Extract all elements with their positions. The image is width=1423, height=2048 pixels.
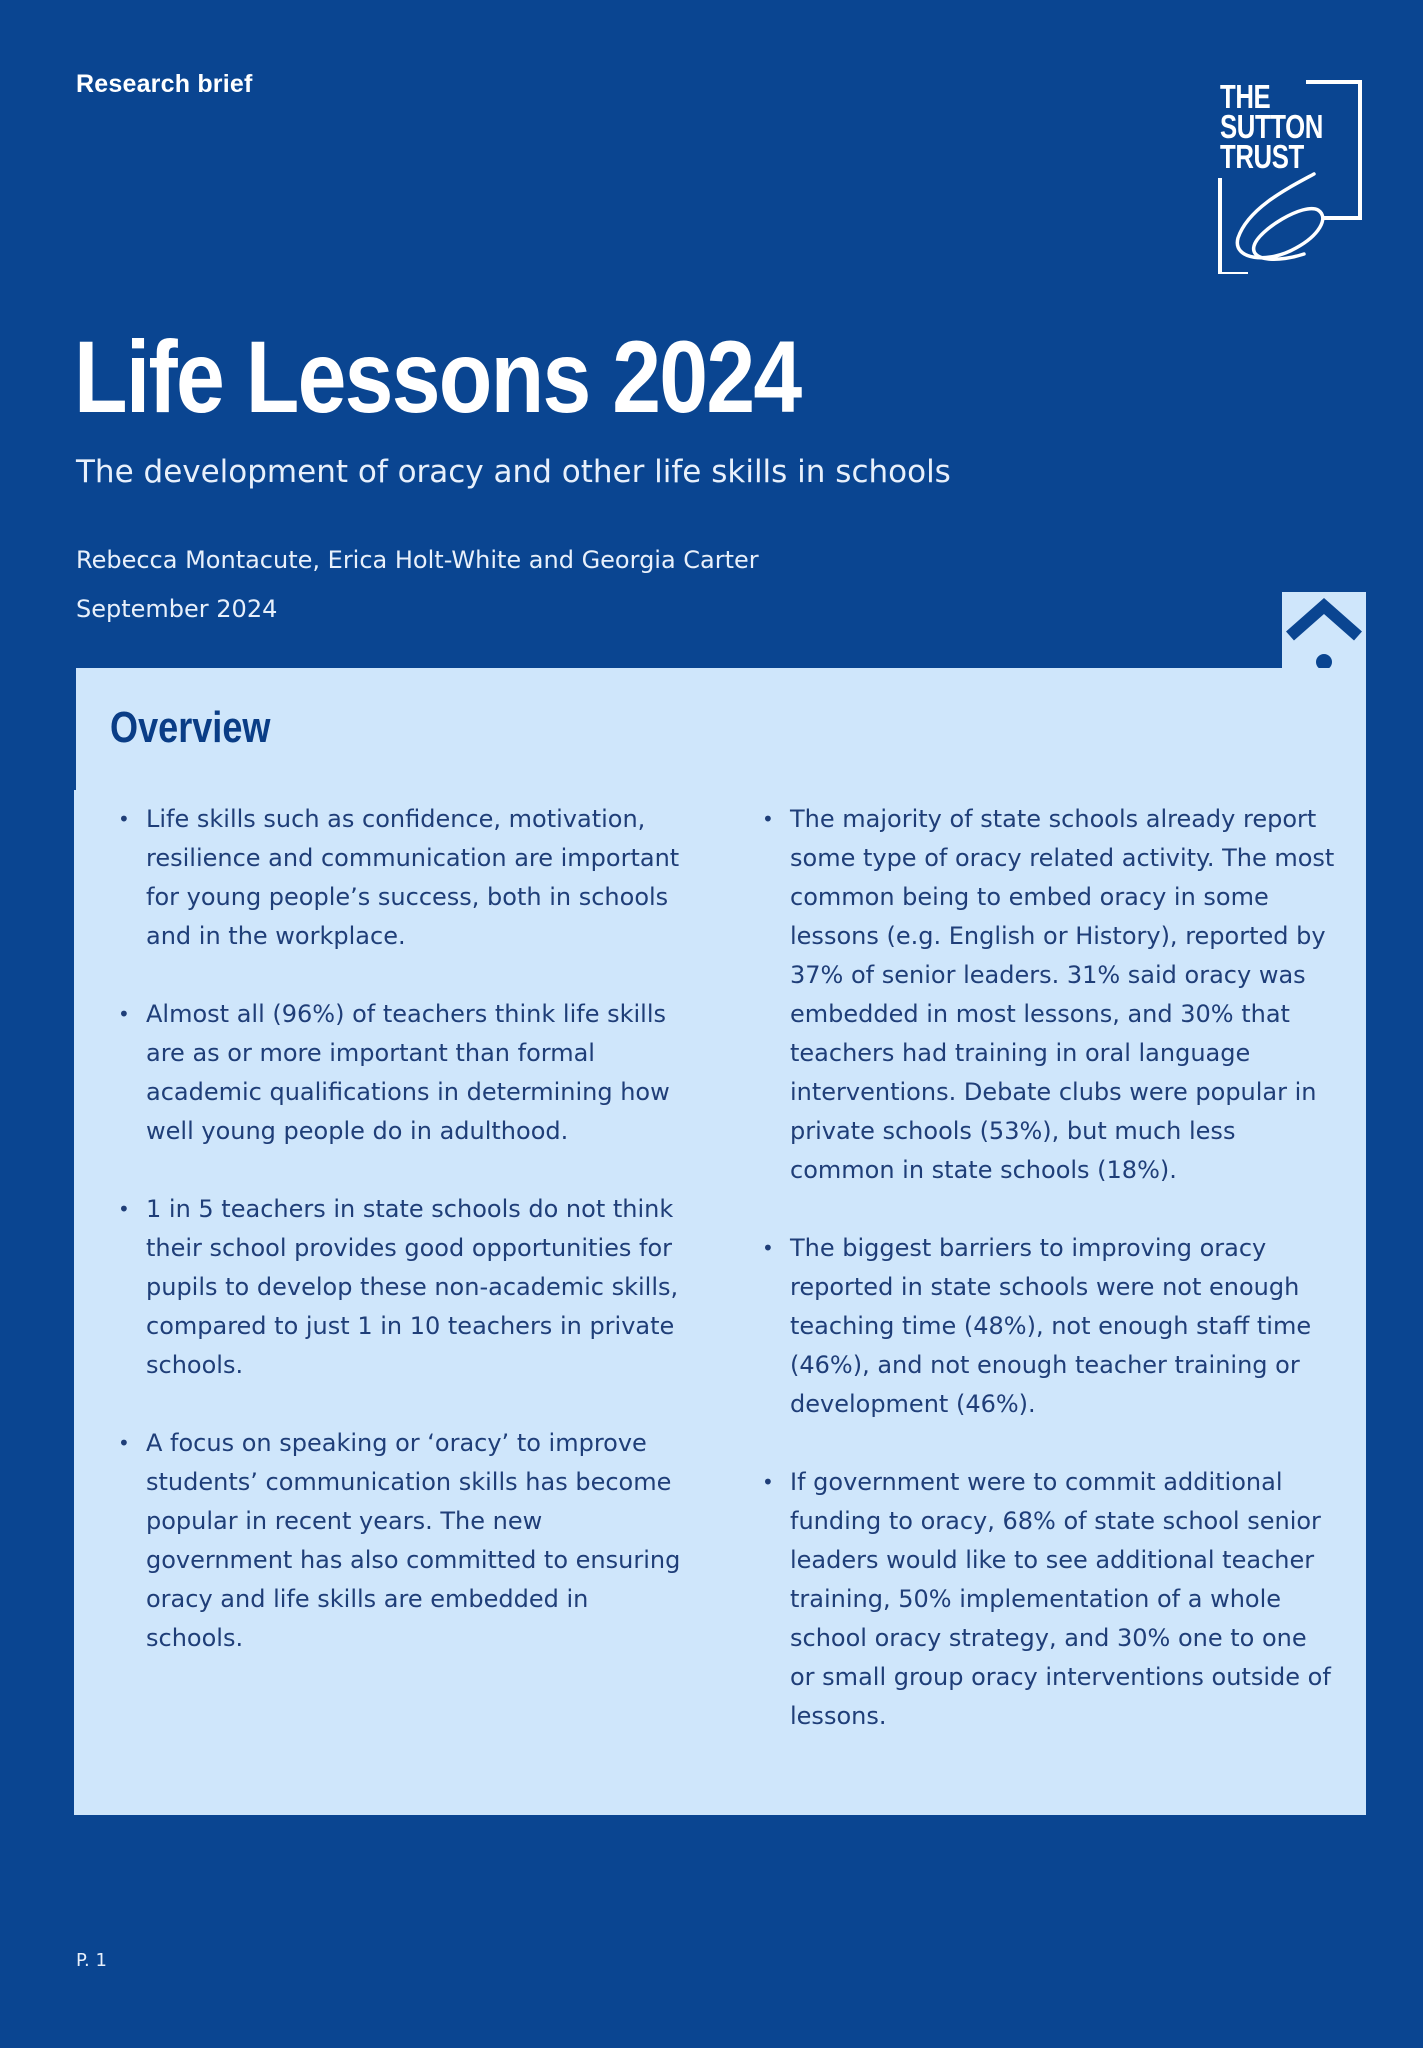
- list-item-text: The biggest barriers to improving oracy reported in state schools were not enough teaching time (48%), not enough staff time (46%), and not enough teacher training or development (46%).: [790, 1234, 1312, 1418]
- list-item: [118, 800, 690, 956]
- bullet-icon: •: [118, 1002, 130, 1026]
- research-brief-label: Research brief: [76, 70, 253, 98]
- logo-wordmark: [1220, 78, 1324, 175]
- list-item: [762, 800, 1336, 1190]
- list-item-text: Life skills such as confidence, motivation, resilience and communication are important for young people’s success, both in schools and in the workplace.: [146, 805, 680, 950]
- logo-line-2: SUTTON: [1220, 108, 1324, 145]
- list-item-text: The majority of state schools already report some type of oracy related activity. The most common being to embed oracy in some lessons (e.g. English or History), reported by 37% of senior leaders. 31% said oracy was embedded in most lessons, and 30% that teachers had training in oral language interventions. Debate clubs were popular in private schools (53%), but much less common in state schools (18%).: [790, 805, 1335, 1184]
- authors: Rebecca Montacute, Erica Holt-White and Georgia Carter: [76, 546, 759, 574]
- document-title: Life Lessons 2024: [74, 320, 801, 434]
- list-item: [118, 1190, 690, 1385]
- overview-left-column: [118, 800, 690, 1697]
- list-item: [118, 1424, 690, 1658]
- bullet-icon: •: [762, 1470, 774, 1494]
- overview-right-column: [762, 800, 1336, 1775]
- bullet-icon: •: [762, 1236, 774, 1260]
- list-item: [762, 1463, 1336, 1736]
- publication-date: September 2024: [76, 595, 278, 623]
- list-item-text: A focus on speaking or ‘oracy’ to improve students’ communication skills has become popular in recent years. The new government has also committed to ensuring oracy and life skills are embedded in schools.: [146, 1429, 681, 1652]
- page-number: P. 1: [76, 1950, 107, 1971]
- chevron-up-icon: [1282, 592, 1366, 668]
- bullet-icon: •: [118, 1431, 130, 1455]
- bullet-icon: •: [762, 807, 774, 831]
- overview-heading: Overview: [110, 703, 271, 752]
- document-subtitle: The development of oracy and other life skills in schools: [76, 454, 951, 490]
- list-item-text: 1 in 5 teachers in state schools do not think their school provides good opportunities for pupils to develop these non-academic skills, compared to just 1 in 10 teachers in private schools.: [146, 1195, 679, 1379]
- logo-line-3: TRUST: [1220, 138, 1304, 175]
- overview-panel-edge: [74, 790, 78, 1815]
- bullet-icon: •: [118, 807, 130, 831]
- sutton-trust-logo: [1218, 78, 1366, 274]
- list-item: [762, 1229, 1336, 1424]
- list-item-text: If government were to commit additional funding to oracy, 68% of state school senior leaders would like to see additional teacher training, 50% implementation of a whole school oracy strategy, and 30% one to one or small group oracy interventions outside of lessons.: [790, 1468, 1331, 1730]
- logo-line-1: THE: [1220, 78, 1271, 115]
- list-item: [118, 995, 690, 1151]
- list-item-text: Almost all (96%) of teachers think life skills are as or more important than formal academic qualifications in determining how well young people do in adulthood.: [146, 1000, 670, 1145]
- bullet-icon: •: [118, 1197, 130, 1221]
